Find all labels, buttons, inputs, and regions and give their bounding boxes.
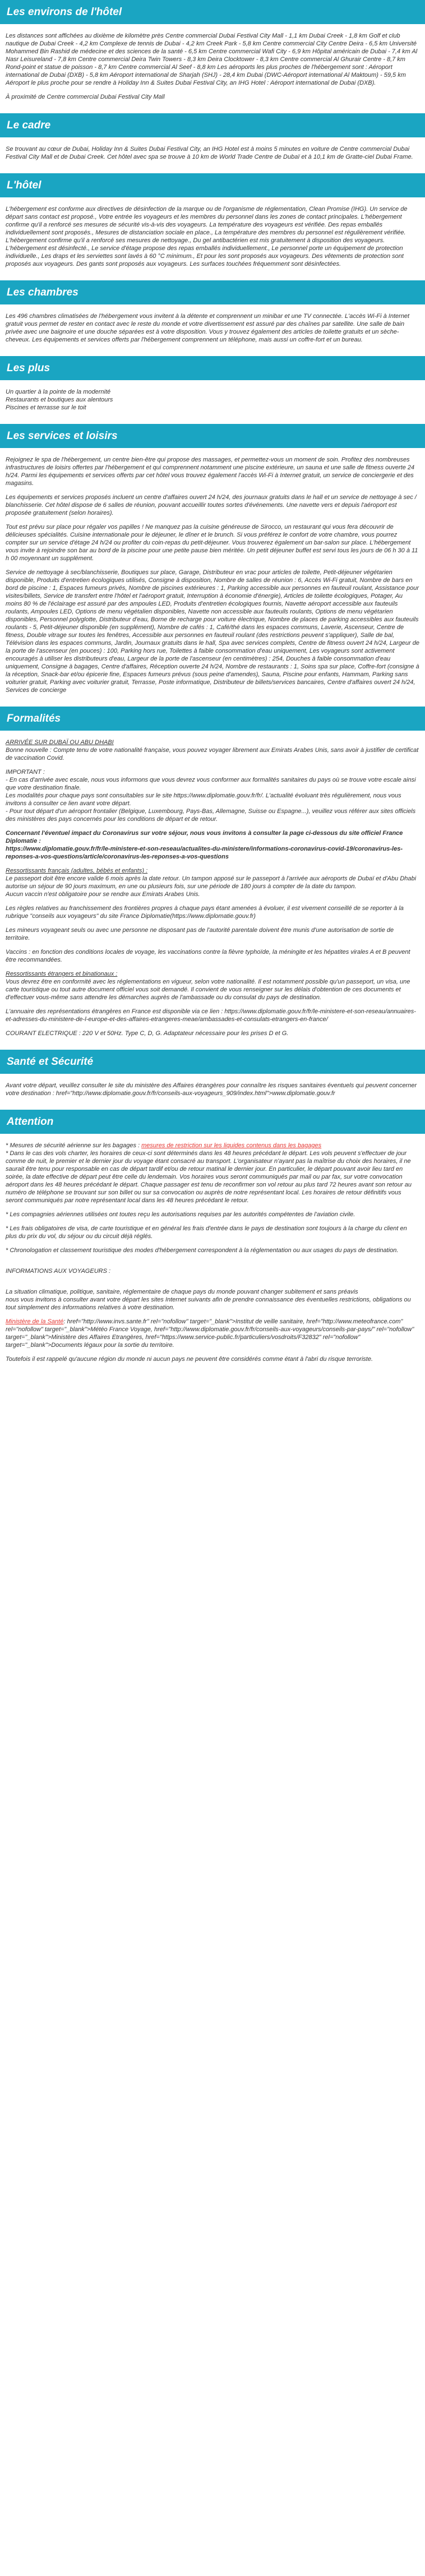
environs-proximity: À proximité de Centre commercial Dubai Festival City Mall	[6, 94, 165, 100]
attention-security	[6, 1142, 419, 1149]
formalites-minors: Les mineurs voyageant seuls ou avec une personne ne disposant pas de l'autorité parentale doivent être munis d'une autorisation de sortie de territoire.	[6, 927, 394, 941]
section-title-environs: Les environs de l'hôtel	[0, 0, 425, 24]
formalites-layover: - En cas d'arrivée avec escale, nous vous informons que vous devrez vous conformer aux formalités sanitaires du pays où se trouve votre escale ainsi que votre destination finale.	[6, 777, 416, 791]
formalites-coronavirus: Concernant l'éventuel impact du Coronavirus sur votre séjour, nous vous invitons à consulter la page ci-dessous du site officiel France Diplomatie :	[6, 830, 403, 844]
section-title-hotel: L'hôtel	[0, 173, 425, 197]
services-spa: Rejoignez le spa de l'hébergement, un centre bien-être qui propose des massages, et permettez-vous un moment de soin. Profitez des nombreuses infrastructures de loisirs offertes par l'hébergement et qui comprennent notamment une piscine extérieure, un sauna et une salle de fitness ouverte 24 h/24. Parmi les équipements et services offerts par cet hôtel vous trouvez également l'accès Wi-Fi à Internet gratuit, un service de conciergerie et des magasins.	[6, 456, 415, 487]
section-attention	[0, 1110, 425, 1363]
services-dining: Tout est prévu sur place pour régaler vos papilles ! Ne manquez pas la cuisine généreuse de Sirocco, un restaurant qui vous fera découvrir de délicieuses spécialités. Cuisine internationale pour le déjeuner, le dîner et le brunch. Si vous préférez le confort de votre chambre, vous pourrez compter sur un service d'étage 24 h/24 ou profiter du coin-repas du petit-déjeuner. Vous trouverez également un bar-salon sur place. L'hébergement vous invite à rejoindre son bar au bord de la piscine pour une petite pause bien méritée. Un petit déjeuner buffet est servi tous les jours de 06 h 30 à 11 h 00 moyennant un supplément.	[6, 524, 418, 562]
section-title-cadre: Le cadre	[0, 113, 425, 137]
section-title-attention: Attention	[0, 1110, 425, 1134]
attention-classification: * Chronologation et classement touristique des modes d'hébergement correspondent à la réglementation ou aux usages du pays de destination.	[6, 1247, 399, 1254]
formalites-vaccines: Vaccins : en fonction des conditions locales de voyage, les vaccinations contre la fièvre typhoïde, la méningite et les hépatites virales A et B peuvent être recommandées.	[6, 949, 410, 963]
health-ministry-link[interactable]: Ministère de la Santé	[6, 1318, 64, 1325]
attention-terrorism: Toutefois il est rappelé qu'aucune région du monde ni aucun pays ne peuvent être considérés comme étant à l'abri du risque terroriste.	[6, 1356, 373, 1363]
section-formalites	[0, 707, 425, 1037]
hotel-text: L'hébergement est conforme aux directives de désinfection de la marque ou de l'organisme de réglementation, Clean Promise (IHG). Un service de départ sans contact est proposé., Votre entrée les voyageurs et les membres du personnel dans les zones de contact principales. L'hébergement confirme qu'il a renforcé ses mesures de sécurité vis-à-vis des voyageurs. La température des voyageurs est vérifiée. Des repas emballés individuellement sont proposés., Mesures de distanciation sociale en place., La température des membres du personnel est régulièrement vérifiée. L'hébergement confirme qu'il a renforcé ses mesures de nettoyage., Du gel antibactérien est mis gratuitement à disposition des voyageurs. L'hébergement est désinfecté., Le service d'étage propose des repas emballés individuellement., Le personnel porte un équipement de protection individuelle., Les draps et les serviettes sont lavés à 60 °C minimum., Et pour les sont proposés aux voyageurs. Des vêtements de protection sont proposés aux voyageurs. Des gants sont proposés aux voyageurs. Les surfaces touchées fréquemment sont désinfectées.	[6, 206, 408, 267]
section-cadre	[0, 113, 425, 161]
formalites-coronavirus-link[interactable]: https://www.diplomatie.gouv.fr/fr/le-ministere-et-son-reseau/actualites-du-ministere/informations-coronavirus-covid-19/coronavirus-les-reponses-a-vos-questions/article/coronavirus-les-reponses-a-vos-questions	[6, 846, 403, 860]
section-chambres	[0, 280, 425, 344]
attention-airlines: * Les compagnies aériennes utilisées ont toutes reçu les autorisations requises par les autorités compétentes de l'aviation civile.	[6, 1211, 355, 1218]
plus-item-2: Restaurants et boutiques aux alentours	[6, 396, 113, 403]
formalites-country-rules: Les modalités pour chaque pays sont consultables sur le site https://www.diplomatie.gouv.fr/fr/. L'actualité évoluant très régulièrement, nous vous invitons à consulter ce lien avant votre départ.	[6, 792, 401, 807]
formalites-electric: COURANT ELECTRIQUE : 220 V et 50Hz. Type C, D, G. Adaptateur nécessaire pour les prises D et G.	[6, 1030, 289, 1037]
attention-heading-info: INFORMATIONS AUX VOYAGEURS :	[6, 1268, 111, 1275]
sante-text: Avant votre départ, veuillez consulter le site du ministère des Affaires étrangères pour connaître les risques sanitaires éventuels qui peuvent concerner votre destination : href="http://www.diplomatie.gouv.fr/fr/conseils-aux-voyageurs_909/index.html">www.diplomatie.gouv.fr	[6, 1082, 417, 1097]
section-title-plus: Les plus	[0, 356, 425, 380]
section-title-services: Les services et loisirs	[0, 424, 425, 448]
environs-distances: Les distances sont affichées au dixième de kilomètre près Centre commercial Dubai Festival City Mall - 1,1 km Dubai Creek - 1,8 km Golf et club nautique de Dubai Creek - 4,2 km Complexe de tennis de Dubai - 4,2 km Creek Park - 5,8 km Centre commercial City Centre Deira - 6,5 km Université Mohammed Bin Rashid de médecine et des sciences de la santé - 6,5 km Centre commercial Wafi City - 6,9 km Hôpital américain de Dubai - 7,4 km Al Nasr Leisureland - 7,8 km Centre commercial Deira Twin Towers - 8,3 km Deira Clocktower - 8,3 km Centre commercial Al Ghurair Centre - 8,7 km Rond-point et statue de poisson - 8,7 km Centre commercial Al Seef - 8,8 km Les aéroports les plus proches de l'hébergement sont : Aéroport international de Dubai (DXB) - 5,8 km Aéroport international de Sharjah (SHJ) - 28,4 km Dubai (DWC-Aéroport international Al Maktoum) - 59,5 km Aéroport le plus proche pour se rendre à Holiday Inn & Suites Dubai Festival City, an IHG Hotel : Aéroport international de Dubai (DXB).	[6, 33, 418, 86]
section-title-sante: Santé et Sécurité	[0, 1050, 425, 1074]
section-sante	[0, 1050, 425, 1097]
cadre-text: Se trouvant au cœur de Dubai, Holiday Inn & Suites Dubai Festival City, an IHG Hotel est à moins 5 minutes en voiture de Centre commercial Dubai Festival City Mall et de Dubai Creek. Cet hôtel avec spa se trouve à 10 km de World Trade Centre de Dubaï et à 10,1 km de Gratte-ciel Dubai Frame.	[6, 146, 413, 160]
attention-charter: * Dans le cas des vols charter, les horaires de ceux-ci sont déterminés dans les 48 heures précédant le départ. Les vols peuvent s'effectuer de jour comme de nuit, le premier et le dernier jour du voyage étant consacré au transport. L'organisateur n'ayant pas la maîtrise du choix des horaires, il ne saurait être tenu pour responsable en cas de départ tardif et/ou de retour matinal le dernier jour. En particulier, le départ pouvant avoir lieu tard en soirée, la date effective de départ peut être celle du lendemain. Vos horaires vous seront communiqués par mail ou par fax, sur votre convocation aéroport dans les 48 heures précédant le départ. Chaque passager est tenu de reconfirmer son vol retour au plus tard 72 heures avant son retour au numéro de téléphone se trouvant sur son billet ou sur sa convocation ou auprès de notre représentant local. Les horaires de retour définitifs vous seront communiqués par notre représentant local dans les 48 heures précédant le retour.	[6, 1150, 412, 1204]
formalites-good-news: Bonne nouvelle : Compte tenu de votre nationalité française, vous pouvez voyager librement aux Emirats Arabes Unis, sans avoir à justifier de certificat de vaccination Covid.	[6, 747, 419, 761]
formalites-directory: L'annuaire des représentations étrangères en France est disponible via ce lien : https://www.diplomatie.gouv.fr/fr/le-ministere-et-son-reseau/annuaires-et-adresses-du-ministere-de-l-europe-et-des-affaires-etrangeres-meae/ambassades-et-consulats-etrangers-en-france/	[6, 1008, 416, 1023]
attention-links	[6, 1318, 419, 1349]
plus-item-3: Piscines et terrasse sur le toit	[6, 404, 86, 411]
formalites-heading-foreign: Ressortissants étrangers et binationaux :	[6, 971, 118, 977]
plus-item-1: Un quartier à la pointe de la modernité	[6, 389, 111, 395]
liquids-restriction-link[interactable]: mesures de restriction sur les liquides contenus dans les bagages	[141, 1142, 322, 1149]
formalites-border-airport: - Pour tout départ d'un aéroport frontalier (Belgique, Luxembourg, Pays-Bas, Allemagne, Suisse ou Espagne...), veuillez vous référer aux sites officiels des ministères des pays concernés pour les conditions de départ et de retour.	[6, 808, 416, 823]
section-title-formalites: Formalités	[0, 707, 425, 731]
attention-consult: nous vous invitons à consulter avant votre départ les sites Internet suivants afin de prendre connaissance des éventuelles restrictions, obligations ou tout simplement des informations relatives à votre destination.	[6, 1296, 411, 1311]
section-plus	[0, 356, 425, 412]
attention-situation: La situation climatique, politique, sanitaire, réglementaire de chaque pays du monde pouvant changer subitement et sans préavis	[6, 1289, 358, 1295]
formalites-passport: Le passeport doit être encore valide 6 mois après la date retour. Un tampon apposé sur le passeport à l'arrivée aux aéroports de Dubaï et d'Abu Dhabi autorise un séjour de 90 jours maximum, en une ou plusieurs fois, sur une période de 180 jours à compter de la date du tampon.	[6, 875, 417, 890]
attention-fees: * Les frais obligatoires de visa, de carte touristique et en général les frais d'entrée dans le pays de destination sont toujours à la charge du client en plus du prix du vol, du séjour ou du circuit déjà réglés.	[6, 1225, 407, 1240]
attention-links-text: : href="http://www.invs.sante.fr" rel="nofollow" target="_blank">Institut de veille sanitaire, href="http://www.meteofrance.com" rel="nofollow" target="_blank">Météo France Voyage, href="http://www.diplomatie.gouv.fr/fr/conseils-aux-voyageurs/conseils-par-pays/" rel="nofollow" target="_blank">Ministère des Affaires Etrangères, href="https://www.service-public.fr/particuliers/vosdroits/F32832" rel="nofollow" target="_blank">Documents légaux pour la sortie du territoire.	[6, 1318, 414, 1349]
formalites-heading-french: Ressortissants français (adultes, bébés et enfants) :	[6, 867, 148, 874]
section-title-chambres: Les chambres	[0, 280, 425, 304]
section-environs	[0, 0, 425, 101]
formalites-borders: Les règles relatives au franchissement des frontières propres à chaque pays étant amenées à évoluer, il est vivement conseillé de se reporter à la rubrique "conseils aux voyageurs" du site France Diplomatie(https://www.diplomatie.gouv.fr)	[6, 905, 404, 920]
section-hotel	[0, 173, 425, 268]
formalites-foreign-docs: Vous devrez être en conformité avec les réglementations en vigueur, selon votre nationalité. Il est notamment possible qu'un passeport, un visa, une carte touristique ou tout autre document officiel vous soit demandé. Il convient de vous renseigner sur les délais d'obtention de ces documents et d'effectuer vous-même sans attendre les démarches auprès de l'ambassade ou du consulat du pays de destination.	[6, 978, 410, 1001]
chambres-text: Les 496 chambres climatisées de l'hébergement vous invitent à la détente et comprennent un minibar et une TV connectée. L'accès Wi-Fi à Internet gratuit vous permet de rester en contact avec le reste du monde et votre divertissement est assuré par des chaînes par satellite. Une salle de bain privée avec une baignoire et une douche séparées est à votre disposition. Vous y trouvez également des articles de toilette gratuits et un sèche-cheveux. Les équipements et services offerts par l'hébergement comprennent un téléphone, mais aussi un coffre-fort et un bureau.	[6, 313, 410, 343]
services-business: Les équipements et services proposés incluent un centre d'affaires ouvert 24 h/24, des journaux gratuits dans le hall et un service de nettoyage à sec / blanchisserie. Cet hôtel dispose de 6 salles de réunion, pouvant accueillir toutes sortes d'événements. Une navette vers et depuis l'aéroport est proposée gratuitement (selon horaires).	[6, 494, 417, 516]
formalites-heading-arrival: ARRIVÉE SUR DUBAÏ OU ABU DHABI	[6, 739, 114, 746]
services-amenities: Service de nettoyage à sec/blanchisserie, Boutiques sur place, Garage, Distributeur en vrac pour articles de toilette, Petit-déjeuner végétarien disponible, Produits d'entretien écologiques utilisés, Consigne à disposition, Nombre de salles de réunion : 6, Accès Wi-Fi gratuit, Nombre de bars en bord de piscine : 1, Espaces fumeurs privés, Nombre de piscines extérieures : 1, Parking accessible aux personnes en fauteuil roulant, Assistance pour visites/billets, Service de transfert entre l'hôtel et l'aéroport gratuit, Interruption à économie d'énergie), Articles de toilette écologiques, Potager, Au moins 80 % de l'éclairage est assuré par des ampoules LED, Produits d'entretien écologiques fournis, Navette aéroport accessible aux fauteuils roulants, Ampoules LED, Options de menu végétalien disponibles, Navette non accessible aux fauteuils roulants, Options de menu végétarien disponibles, Personnel polyglotte, Distributeur d'eau, Borne de recharge pour voiture électrique, Nombre de places de parking accessibles aux fauteuils roulants - 5, Petit-déjeuner disponible (en supplément), Nombre de cafés : 1, Café/thé dans les espaces communs, Laverie, Ascenseur, Centre de fitness, Double vitrage sur toutes les fenêtres, Accessible aux personnes en fauteuil roulant (des restrictions peuvent s'appliquer), Salle de bal, Télévision dans les espaces communs, Jardin, Journaux gratuits dans le hall, Spa avec services complets, Centre de fitness ouvert 24 h/24, Largeur de la porte de l'ascenseur (en pouces) : 100, Parking hors rue, Toilettes à faible consommation d'eau uniquement, Les voyageurs sont activement encouragés à utiliser les distributeurs d'eau, Largeur de la porte de l'ascenseur (en centimètres) : 254, Douches à faible consommation d'eau uniquement, Consigne à bagages, Centre d'affaires, Réception ouverte 24 h/24, Nombre de restaurants : 1, Soins spa sur place, Coffre-fort (consigne à la réception, Snack-bar et/ou épicerie fine, Espaces fumeurs prévus (sous peine d'amendes), Sauna, Piscine pour enfants, Hammam, Parking sans voiturier gratuit, Parking avec voiturier gratuit, Terrasse, Poste informatique, Distributeur de billets/services bancaires, Centre d'affaires ouvert 24 h/24, Services de concierge	[6, 569, 419, 694]
formalites-heading-important: IMPORTANT :	[6, 769, 45, 775]
formalites-no-vaccine: Aucun vaccin n'est obligatoire pour se rendre aux Emirats Arabes Unis.	[6, 891, 200, 898]
section-services	[0, 424, 425, 694]
attention-security-label: * Mesures de sécurité aérienne sur les bagages :	[6, 1142, 142, 1149]
